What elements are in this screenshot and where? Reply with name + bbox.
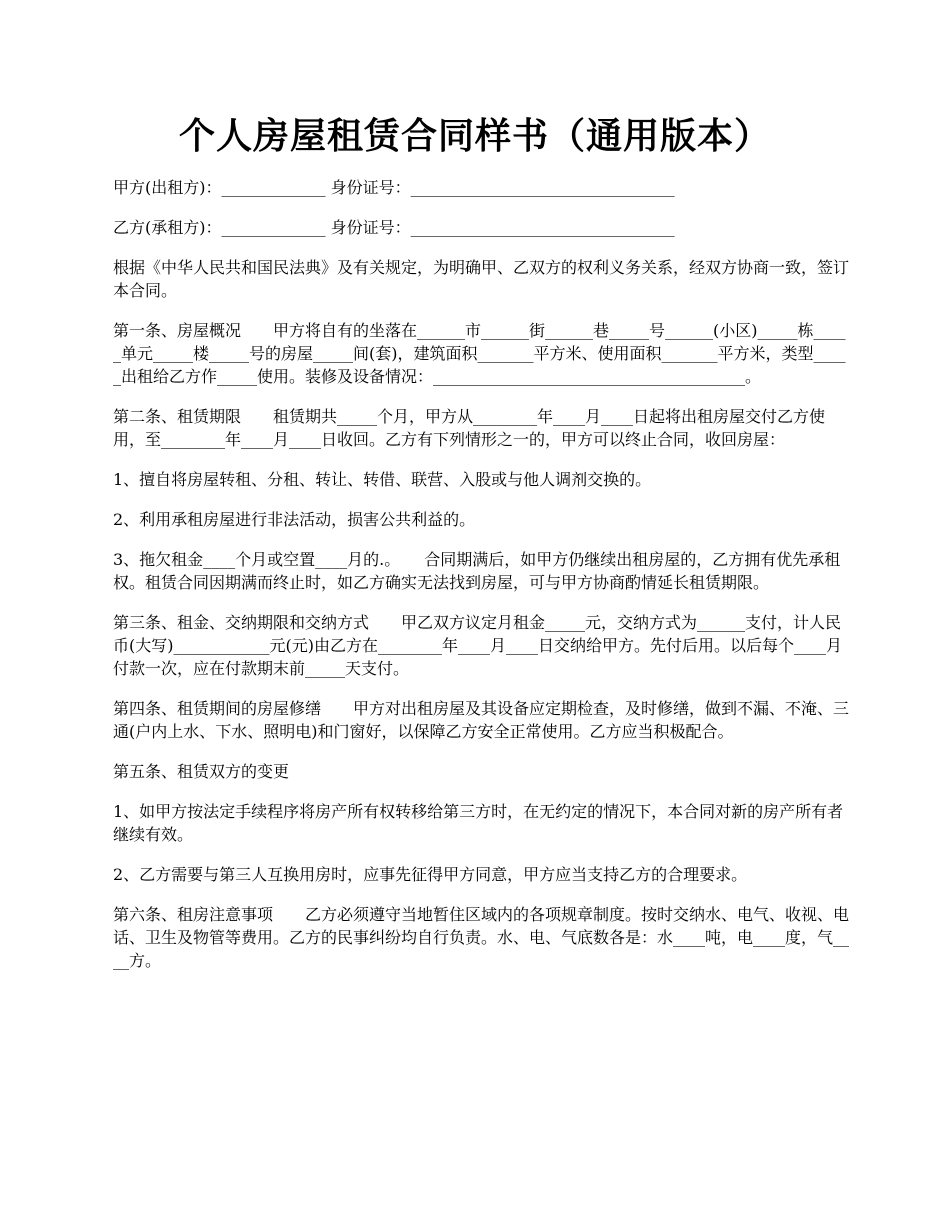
article-6-paragraph: 第六条、租房注意事项 乙方必须遵守当地暂住区域内的各项规章制度。按时交纳水、电气、收视、电话、卫生及物管等费用。乙方的民事纠纷均自行负责。水、电、气底数各是：水____吨，电____度，气____方。 — [113, 905, 850, 970]
article-5-item-2: 2、乙方需要与第三人互换用房时，应事先征得甲方同意，甲方应当支持乙方的合理要求。 — [113, 865, 748, 884]
party-a-line: 甲方(出租方)：_____________ 身份证号：_________________________________ — [113, 178, 675, 197]
article-1-paragraph: 第一条、房屋概况 甲方将自有的坐落在______市______街______巷_____号______(小区)_____栋_____单元_____楼_____号的房屋_____间(套)，建筑面积_______平方米、使用面积_______平方米，类型_____出租给乙方作_____使用。装修及设备情况：_______________________________________。 — [113, 321, 846, 386]
preamble-paragraph: 根据《中华人民共和国民法典》及有关规定，为明确甲、乙双方的权利义务关系，经双方协商一致，签订本合同。 — [113, 258, 850, 300]
article-2-item-2: 2、利用承租房屋进行非法活动，损害公共利益的。 — [113, 510, 476, 529]
article-3-paragraph: 第三条、租金、交纳期限和交纳方式 甲乙双方议定月租金_____元，交纳方式为______支付，计人民币(大写)____________元(元)由乙方在________年____月____日交纳给甲方。先付后用。以后每个____月付款一次，应在付款期末前_____天支付。 — [113, 613, 842, 678]
article-2-item-3: 3、拖欠租金____个月或空置____月的.。 合同期满后，如甲方仍继续出租房屋的，乙方拥有优先承租权。租赁合同因期满而终止时，如乙方确实无法找到房屋，可与甲方协商酌情延长租赁期限。 — [113, 550, 841, 592]
article-2-paragraph: 第二条、租赁期限 租赁期共_____个月，甲方从________年____月____日起将出租房屋交付乙方使用，至________年____月____日收回。乙方有下列情形之一的，甲方可以终止合同，收回房屋： — [113, 407, 826, 449]
document-body — [113, 176, 850, 989]
party-b-line: 乙方(承租方)：_____________ 身份证号：_________________________________ — [113, 218, 675, 237]
article-5-item-1: 1、如甲方按法定手续程序将房产所有权转移给第三方时，在无约定的情况下，本合同对新的房产所有者继续有效。 — [113, 802, 844, 844]
article-2-item-1: 1、擅自将房屋转租、分租、转让、转借、联营、入股或与他人调剂交换的。 — [113, 470, 652, 489]
article-5-heading: 第五条、租赁双方的变更 — [113, 762, 290, 781]
document-title: 个人房屋租赁合同样书（通用版本） — [178, 115, 771, 157]
article-4-paragraph: 第四条、租赁期间的房屋修缮 甲方对出租房屋及其设备应定期检查，及时修缮，做到不漏、不淹、三通(户内上水、下水、照明电)和门窗好，以保障乙方安全正常使用。乙方应当积极配合。 — [113, 699, 850, 741]
